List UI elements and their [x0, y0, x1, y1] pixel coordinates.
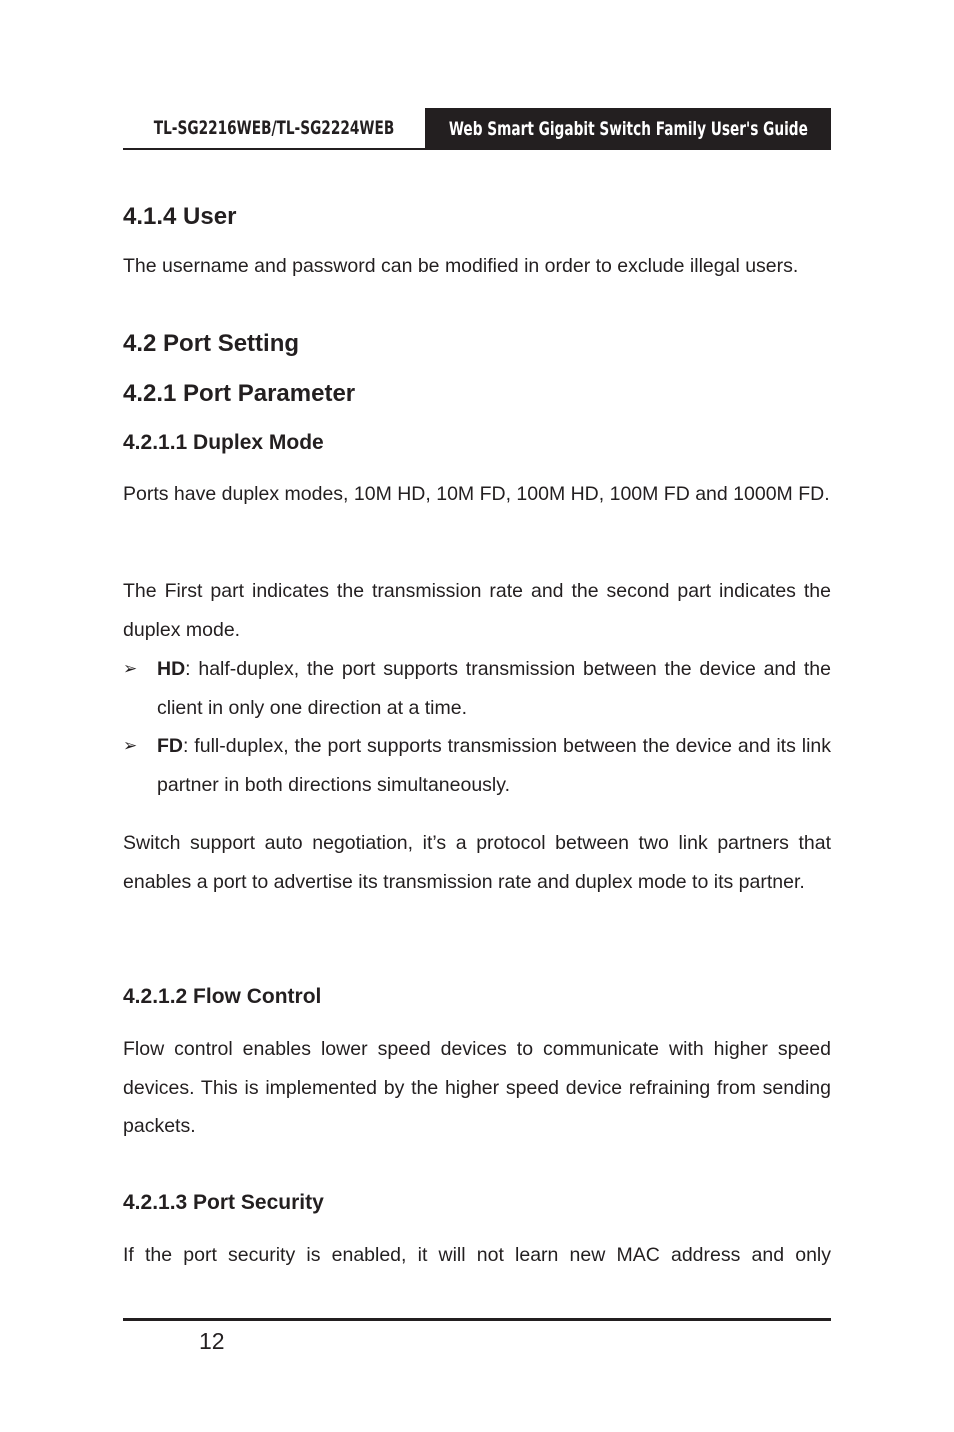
duplex-paragraph-3: Switch support auto negotiation, it’s a protocol between two link partners that enables a port to advertise its transmission rate and duplex mode to its partner. [123, 832, 831, 893]
page-number: 12 [199, 1328, 225, 1354]
heading-port-security: 4.2.1.3 Port Security [123, 1191, 324, 1214]
heading-port-parameter: 4.2.1 Port Parameter [123, 380, 356, 407]
header-model-box [123, 108, 425, 150]
heading-flow-control: 4.2.1.2 Flow Control [123, 985, 322, 1008]
bullet-hd-term: HD [157, 658, 186, 680]
bullet-hd-text [157, 650, 831, 727]
user-paragraph: The username and password can be modified in order to exclude illegal users. [123, 255, 799, 277]
header-guide-text: Web Smart Gigabit Switch Family User's Guide [448, 118, 808, 140]
header-guide-box [425, 108, 831, 150]
bullet-hd-desc: : half-duplex, the port supports transmission between the device and the client in only one direction at a time. [157, 658, 831, 719]
header-underline [123, 148, 425, 150]
port-security-paragraph: If the port security is enabled, it will not learn new MAC address and only [123, 1244, 831, 1266]
bullet-fd-text [157, 727, 831, 804]
duplex-paragraph-2: The First part indicates the transmission rate and the second part indicates the duplex mode. [123, 580, 831, 641]
duplex-paragraph-1: Ports have duplex modes, 10M HD, 10M FD, 100M HD, 100M FD and 1000M FD. [123, 483, 830, 505]
heading-duplex-mode: 4.2.1.1 Duplex Mode [123, 431, 324, 454]
bullet-hd [123, 650, 831, 727]
flow-control-paragraph: Flow control enables lower speed devices to communicate with higher speed devices. This is implemented by the higher speed device refraining from sending packets. [123, 1038, 831, 1137]
bullet-fd-desc: : full-duplex, the port supports transmission between the device and its link partner in both directions simultaneously. [157, 735, 831, 796]
page-header [123, 108, 831, 150]
header-model-text: TL-SG2216WEB/TL-SG2224WEB [153, 117, 395, 139]
arrow-bullet-icon: ➢ [123, 659, 138, 678]
heading-port-setting: 4.2 Port Setting [123, 330, 300, 357]
arrow-bullet-icon: ➢ [123, 736, 138, 755]
footer-rule [123, 1318, 831, 1321]
bullet-fd-term: FD [157, 735, 183, 757]
heading-user: 4.1.4 User [123, 203, 237, 230]
bullet-fd [123, 727, 831, 804]
